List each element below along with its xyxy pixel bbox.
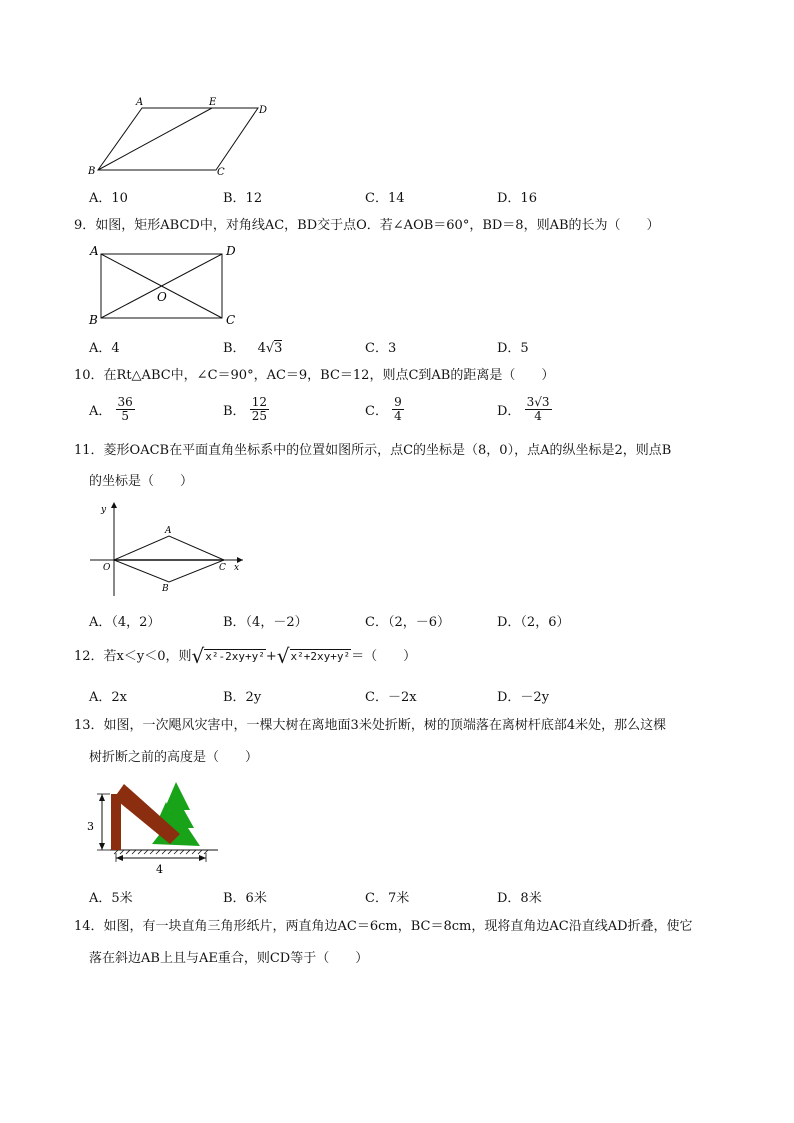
sqrt-sign: √ (265, 341, 275, 356)
q12-stem (74, 644, 417, 668)
fraction (250, 396, 269, 423)
q10-stem: 10．在Rt△ABC中，∠C＝90°，AC＝9，BC＝12，则点C到AB的距离是（ ） (74, 368, 555, 383)
label-c: C (226, 313, 236, 327)
denominator: 25 (251, 409, 267, 423)
radical-2: x²+2xy+y² (290, 650, 351, 663)
sqrt-sign: √ (191, 644, 205, 668)
dimension-distance-label: 4 (156, 863, 163, 876)
q8-option-c[interactable]: C．14 (365, 191, 405, 206)
q9-option-b[interactable] (223, 337, 282, 356)
q11-stem-line2: 的坐标是（ ） (89, 474, 194, 489)
option-label: A． (89, 404, 112, 419)
label-o: O (157, 290, 167, 304)
q9-stem: 9．如图，矩形ABCD中，对角线AC，BD交于点O．若∠AOB＝60°，BD＝8，则AB的长为（ ） (74, 218, 660, 233)
rectangle-figure (88, 241, 248, 327)
q10-option-a[interactable] (89, 396, 135, 423)
parallelogram-figure (88, 96, 278, 178)
fraction (392, 396, 404, 423)
option-b-coef: 4 (257, 341, 266, 356)
q11-option-c[interactable]: C．（2，－6） (365, 615, 450, 630)
option-b-radicand: 3 (274, 341, 283, 356)
q13-option-a[interactable]: A．5米 (89, 891, 133, 906)
label-c: C (219, 563, 226, 573)
label-b: B (89, 313, 98, 327)
rhombus-coordinate-figure (88, 498, 253, 600)
q11-option-a[interactable]: A．（4，2） (89, 615, 161, 630)
q13-stem-line2: 树折断之前的高度是（ ） (89, 750, 259, 765)
q8-option-b[interactable]: B．12 (223, 191, 263, 206)
q13-stem-line1: 13．如图，一次飓风灾害中，一棵大树在离地面3米处折断，树的顶端落在离树杆底部4米处，那么这棵 (74, 718, 667, 733)
label-a: A (136, 97, 144, 108)
q13-option-b[interactable]: B．6米 (223, 891, 267, 906)
standing-trunk (111, 794, 121, 850)
plus-sign: + (265, 649, 277, 664)
label-e: E (209, 97, 217, 108)
q12-stem-suffix: ＝（ ） (351, 649, 417, 664)
label-b: B (162, 584, 169, 594)
q12-option-c[interactable]: C．－2x (365, 690, 417, 705)
q8-option-d[interactable]: D．16 (497, 191, 537, 206)
q10-option-d[interactable] (497, 396, 552, 423)
q14-stem-line1: 14．如图，有一块直角三角形纸片，两直角边AC＝6cm，BC＝8cm，现将直角边AC沿直线AD折叠，使它 (74, 919, 693, 934)
label-c: C (217, 167, 225, 178)
label-d: D (226, 244, 236, 258)
q10-option-c[interactable] (365, 396, 404, 423)
q9-option-a[interactable]: A．4 (89, 341, 120, 356)
broken-tree-figure (84, 774, 224, 878)
dimension-height-label: 3 (87, 820, 94, 833)
numerator: 12 (251, 395, 267, 409)
numerator: 9 (394, 395, 402, 409)
q12-option-d[interactable]: D．－2y (497, 690, 550, 705)
q12-stem-prefix: 12．若x＜y＜0，则 (74, 649, 192, 664)
label-a: A (165, 526, 172, 536)
label-b: B (88, 166, 96, 177)
fraction (116, 396, 135, 423)
sqrt-sign: √ (276, 644, 290, 668)
denominator: 5 (121, 409, 129, 423)
numerator: 3√3 (526, 395, 550, 409)
option-label: D． (497, 404, 521, 419)
q9-option-d[interactable]: D．5 (497, 341, 529, 356)
label-a: A (90, 244, 99, 258)
axis-y-label: y (101, 505, 107, 515)
q13-option-d[interactable]: D．8米 (497, 891, 542, 906)
q11-option-d[interactable]: D．（2，6） (497, 615, 570, 630)
q11-stem-line1: 11．菱形OACB在平面直角坐标系中的位置如图所示，点C的坐标是（8，0），点A的纵坐标是2，则点B (74, 443, 672, 458)
axis-x-label: x (234, 563, 240, 573)
label-d: D (259, 105, 268, 116)
q12-option-a[interactable]: A．2x (89, 690, 127, 705)
q8-option-a[interactable]: A．10 (89, 191, 128, 206)
option-label: C． (365, 404, 388, 419)
option-label: B． (223, 404, 246, 419)
fraction (525, 396, 552, 423)
option-b-label: B． (223, 341, 246, 356)
label-o: O (103, 563, 111, 573)
numerator: 36 (117, 395, 133, 409)
radical-1: x²-2xy+y² (205, 650, 265, 663)
q12-option-b[interactable]: B．2y (223, 690, 262, 705)
q10-option-b[interactable] (223, 396, 269, 423)
denominator: 4 (534, 409, 542, 423)
q11-option-b[interactable]: B．（4，－2） (223, 615, 308, 630)
q9-option-c[interactable]: C．3 (365, 341, 397, 356)
q14-stem-line2: 落在斜边AB上且与AE重合，则CD等于（ ） (89, 951, 369, 966)
denominator: 4 (394, 409, 402, 423)
q13-option-c[interactable]: C．7米 (365, 891, 410, 906)
